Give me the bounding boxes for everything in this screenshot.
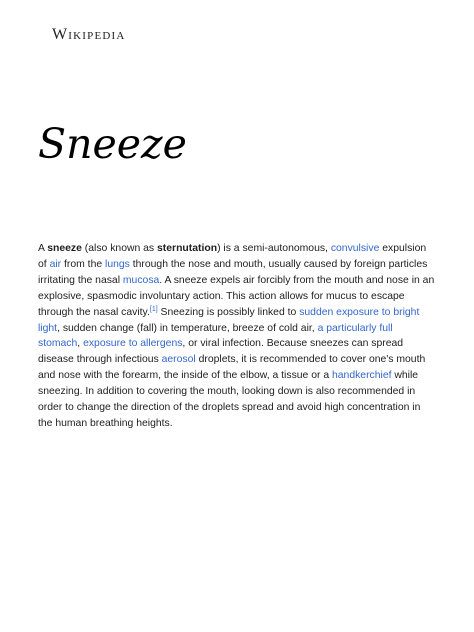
text-run: while sneezing. In addition to covering the mouth, looking down is also recommended in order to change the direction of the droplets spread and avoid high concentration in the human breathing heights. — [38, 370, 421, 429]
bold-term-sternutation: sternutation — [157, 243, 218, 254]
article-paragraph — [38, 241, 436, 432]
text-run: droplets, it is recommended to cover one's mouth and nose with the forearm, the inside of the elbow, a tissue or a — [38, 354, 426, 382]
wikipedia-wordmark[interactable]: Wikipedia — [52, 26, 126, 43]
reference-link-1[interactable]: [1] — [149, 305, 158, 313]
link-allergens[interactable]: exposure to allergens — [83, 338, 183, 350]
text-run: Sneezing is possibly linked to — [157, 306, 300, 318]
bold-term-sneeze: sneeze — [47, 243, 82, 254]
text-run: (also known as — [81, 243, 158, 254]
page-title: Sneeze — [38, 120, 187, 168]
link-full-stomach[interactable]: a particularly full stomach — [38, 322, 393, 350]
text-run: A — [38, 243, 48, 254]
text-run: expulsion of — [38, 243, 427, 270]
text-run: , — [77, 338, 84, 350]
link-handkerchief[interactable]: handkerchief — [332, 370, 392, 382]
text-run: through the nose and mouth, usually caused by foreign particles irritating the nasal — [38, 258, 428, 286]
text-run: ) is a semi-autonomous, — [217, 243, 331, 254]
link-air[interactable]: air — [49, 258, 62, 270]
link-lungs[interactable]: lungs — [105, 258, 130, 270]
link-mucosa[interactable]: mucosa — [122, 274, 160, 286]
text-run: , sudden change (fall) in temperature, breeze of cold air, — [57, 322, 318, 334]
text-run: . A sneeze expels air forcibly from the mouth and nose in an explosive, spasmodic involuntary action. This action allows for mucus to escape through the nasal cavity. — [38, 274, 435, 318]
text-run: from the — [61, 258, 106, 270]
link-convulsive[interactable]: convulsive — [330, 243, 380, 254]
text-run: , or viral infection. Because sneezes can spread disease through infectious — [38, 338, 404, 366]
link-bright-light[interactable]: sudden exposure to bright light — [38, 306, 420, 334]
link-aerosol[interactable]: aerosol — [161, 354, 196, 366]
